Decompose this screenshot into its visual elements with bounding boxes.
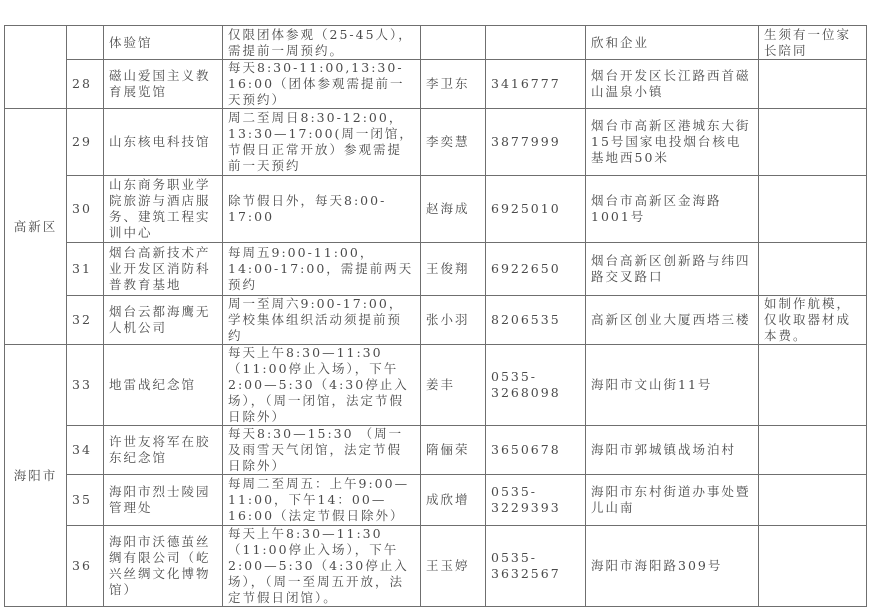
row-number <box>67 26 104 60</box>
row-number: 28 <box>67 60 104 109</box>
table-row <box>5 109 867 176</box>
venue-hours: 每天上午8:30—11:30（11:00停止入场），下午2:00—5:30（4:30停止入场），（周一闭馆，法定节假日除外） <box>223 345 421 426</box>
venue-note <box>759 526 867 607</box>
venue-note <box>759 60 867 109</box>
table-row <box>5 26 867 60</box>
venue-note <box>759 345 867 426</box>
venue-name: 体验馆 <box>104 26 223 60</box>
district-gaoxin: 高新区 <box>5 109 67 345</box>
row-number: 33 <box>67 345 104 426</box>
table-row <box>5 345 867 426</box>
venue-phone: 0535-3632567 <box>486 526 586 607</box>
venue-name: 山东商务职业学院旅游与酒店服务、建筑工程实训中心 <box>104 176 223 243</box>
venue-table <box>4 25 867 607</box>
venue-contact <box>421 26 486 60</box>
venue-phone: 3650678 <box>486 426 586 475</box>
venue-hours: 周一至周六9:00-17:00，学校集体组织活动须提前预约 <box>223 296 421 345</box>
venue-contact: 隋俪荣 <box>421 426 486 475</box>
venue-address: 海阳市东村街道办事处暨儿山南 <box>586 475 759 526</box>
venue-phone: 6922650 <box>486 243 586 296</box>
venue-hours: 周二至周日8:30-12:00，13:30—17:00(周一闭馆，节假日正常开放）参观需提前一天预约 <box>223 109 421 176</box>
venue-contact: 李卫东 <box>421 60 486 109</box>
table-row <box>5 475 867 526</box>
venue-note <box>759 176 867 243</box>
venue-hours: 每天8:30—15:30 （周一及雨雪天气闭馆，法定节假日除外） <box>223 426 421 475</box>
venue-phone: 3877999 <box>486 109 586 176</box>
venue-hours: 每天上午8:30—11:30（11:00停止入场），下午2:00—5:30（4:30停止入场），（周一至周五开放，法定节假日闭馆）。 <box>223 526 421 607</box>
venue-contact: 姜丰 <box>421 345 486 426</box>
venue-note <box>759 243 867 296</box>
venue-hours: 仅限团体参观（25-45人），需提前一周预约。 <box>223 26 421 60</box>
venue-note <box>759 109 867 176</box>
row-number: 31 <box>67 243 104 296</box>
venue-contact: 成欣增 <box>421 475 486 526</box>
venue-name: 烟台高新技术产业开发区消防科普教育基地 <box>104 243 223 296</box>
venue-note: 如制作航模，仅收取器材成本费。 <box>759 296 867 345</box>
venue-name: 许世友将军在胶东纪念馆 <box>104 426 223 475</box>
row-number: 30 <box>67 176 104 243</box>
venue-name: 海阳市烈士陵园管理处 <box>104 475 223 526</box>
venue-phone: 6925010 <box>486 176 586 243</box>
row-number: 36 <box>67 526 104 607</box>
venue-phone <box>486 26 586 60</box>
table-row <box>5 526 867 607</box>
row-number: 32 <box>67 296 104 345</box>
venue-address: 高新区创业大厦西塔三楼 <box>586 296 759 345</box>
venue-contact: 赵海成 <box>421 176 486 243</box>
venue-address: 海阳市郭城镇战场泊村 <box>586 426 759 475</box>
venue-hours: 除节假日外，每天8:00-17:00 <box>223 176 421 243</box>
row-number: 34 <box>67 426 104 475</box>
venue-address: 海阳市海阳路309号 <box>586 526 759 607</box>
venue-note <box>759 426 867 475</box>
venue-address: 烟台开发区长江路西首磁山温泉小镇 <box>586 60 759 109</box>
venue-note <box>759 475 867 526</box>
venue-phone: 8206535 <box>486 296 586 345</box>
row-number: 35 <box>67 475 104 526</box>
district-cell <box>5 26 67 109</box>
table-row <box>5 176 867 243</box>
venue-address: 烟台高新区创新路与纬四路交叉路口 <box>586 243 759 296</box>
venue-contact: 王玉婷 <box>421 526 486 607</box>
table-row <box>5 243 867 296</box>
venue-name: 山东核电科技馆 <box>104 109 223 176</box>
venue-hours: 每周五9:00-11:00，14:00-17:00，需提前两天预约 <box>223 243 421 296</box>
venue-contact: 王俊翔 <box>421 243 486 296</box>
venue-contact: 张小羽 <box>421 296 486 345</box>
venue-address: 烟台市高新区港城东大街15号国家电投烟台核电基地西50米 <box>586 109 759 176</box>
venue-name: 磁山爱国主义教育展览馆 <box>104 60 223 109</box>
venue-address: 欣和企业 <box>586 26 759 60</box>
venue-hours: 每周二至周五：上午9:00—11:00，下午14：00—16:00（法定节假日除外） <box>223 475 421 526</box>
venue-name: 地雷战纪念馆 <box>104 345 223 426</box>
row-number: 29 <box>67 109 104 176</box>
table-row <box>5 426 867 475</box>
venue-name: 烟台云都海鹰无人机公司 <box>104 296 223 345</box>
venue-name: 海阳市沃德茧丝绸有限公司（屹兴丝绸文化博物馆） <box>104 526 223 607</box>
table-row <box>5 60 867 109</box>
venue-note: 生须有一位家长陪同 <box>759 26 867 60</box>
venue-phone: 0535-3268098 <box>486 345 586 426</box>
venue-contact: 李奕慧 <box>421 109 486 176</box>
venue-address: 烟台市高新区金海路1001号 <box>586 176 759 243</box>
venue-hours: 每天8:30-11:00,13:30-16:00（团体参观需提前一天预约） <box>223 60 421 109</box>
venue-phone: 0535-3229393 <box>486 475 586 526</box>
district-haiyang: 海阳市 <box>5 345 67 607</box>
venue-address: 海阳市文山街11号 <box>586 345 759 426</box>
venue-phone: 3416777 <box>486 60 586 109</box>
table-row <box>5 296 867 345</box>
